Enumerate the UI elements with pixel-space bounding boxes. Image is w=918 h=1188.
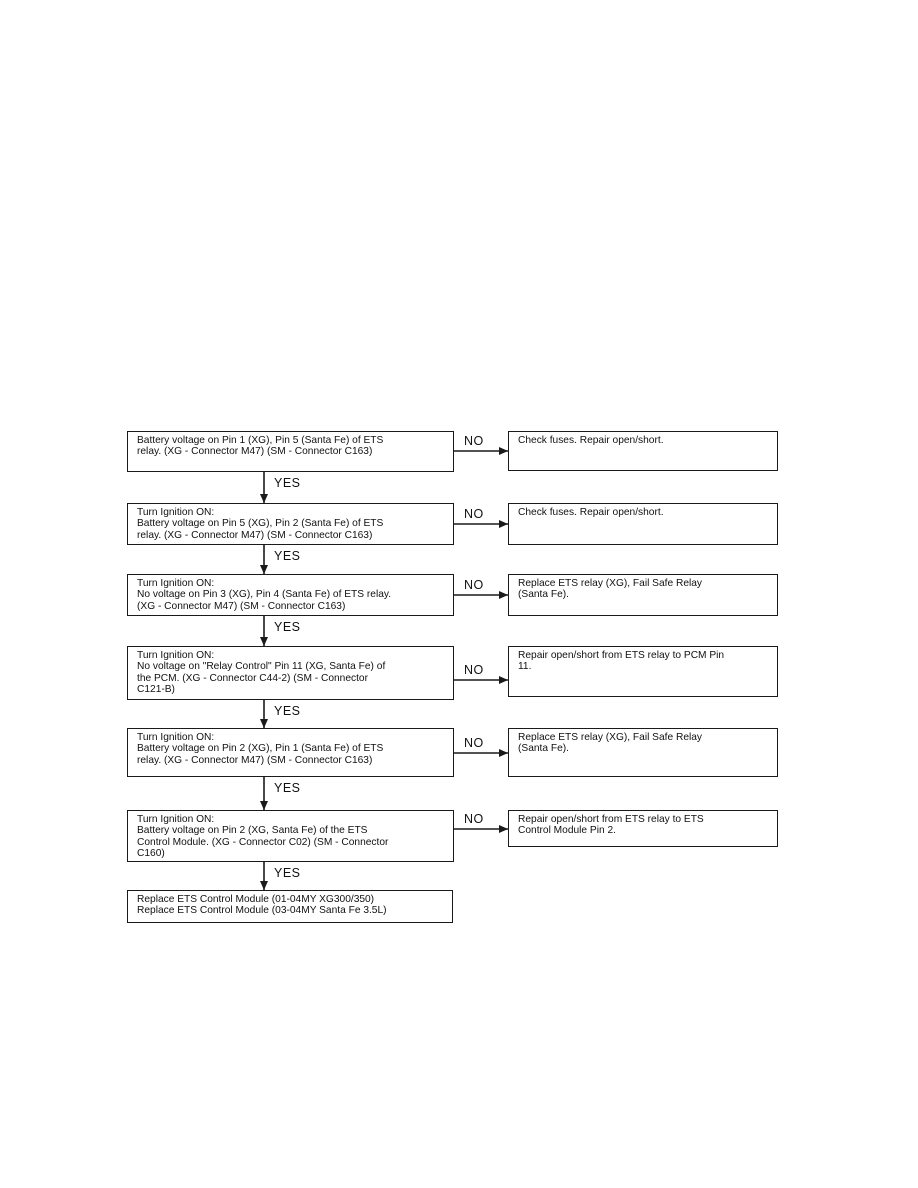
no-action-box-2 [508, 503, 778, 545]
no-action-box-4 [508, 646, 778, 697]
no-action-box-3 [508, 574, 778, 616]
yes-label-6: YES [274, 866, 301, 880]
condition-box-3 [127, 574, 454, 616]
yes-label-1: YES [274, 476, 301, 490]
condition-text-3: Turn Ignition ON: No voltage on Pin 3 (XG), Pin 4 (Santa Fe) of ETS relay. (XG - Connector M47) (SM - Connector C163) [137, 578, 392, 612]
no-action-text-2: Check fuses. Repair open/short. [518, 507, 664, 518]
no-action-text-3: Replace ETS relay (XG), Fail Safe Relay (Santa Fe). [518, 578, 703, 601]
flowchart [122, 418, 790, 928]
no-action-box-1 [508, 431, 778, 471]
no-label-3: NO [464, 578, 484, 592]
no-label-6: NO [464, 812, 484, 826]
no-action-box-6 [508, 810, 778, 847]
condition-text-5: Turn Ignition ON: Battery voltage on Pin 2 (XG), Pin 1 (Santa Fe) of ETS relay. (XG - Connector M47) (SM - Connector C163) [137, 732, 384, 766]
no-action-box-5 [508, 728, 778, 777]
no-action-text-6: Repair open/short from ETS relay to ETS Control Module Pin 2. [518, 814, 704, 837]
yes-label-4: YES [274, 704, 301, 718]
condition-box-6 [127, 810, 454, 862]
final-action-box [127, 890, 453, 923]
no-label-2: NO [464, 507, 484, 521]
no-label-4: NO [464, 663, 484, 677]
condition-text-1: Battery voltage on Pin 1 (XG), Pin 5 (Santa Fe) of ETS relay. (XG - Connector M47) (SM - Connector C163) [137, 435, 384, 458]
condition-box-2 [127, 503, 454, 545]
yes-label-3: YES [274, 620, 301, 634]
condition-text-4: Turn Ignition ON: No voltage on "Relay Control" Pin 11 (XG, Santa Fe) of the PCM. (XG - Connector C44-2) (SM - Connector C121-B) [137, 650, 386, 696]
yes-label-5: YES [274, 781, 301, 795]
no-action-text-4: Repair open/short from ETS relay to PCM Pin 11. [518, 650, 725, 673]
final-action-text: Replace ETS Control Module (01-04MY XG300/350) Replace ETS Control Module (03-04MY Santa Fe 3.5L) [137, 894, 387, 917]
condition-box-4 [127, 646, 454, 700]
yes-label-2: YES [274, 549, 301, 563]
condition-box-5 [127, 728, 454, 777]
no-label-5: NO [464, 736, 484, 750]
no-action-text-1: Check fuses. Repair open/short. [518, 435, 664, 446]
condition-box-1 [127, 431, 454, 472]
no-action-text-5: Replace ETS relay (XG), Fail Safe Relay (Santa Fe). [518, 732, 703, 755]
condition-text-2: Turn Ignition ON: Battery voltage on Pin 5 (XG), Pin 2 (Santa Fe) of ETS relay. (XG - Connector M47) (SM - Connector C163) [137, 507, 384, 541]
condition-text-6: Turn Ignition ON: Battery voltage on Pin 2 (XG, Santa Fe) of the ETS Control Module. (XG - Connector C02) (SM - Connector C160) [137, 814, 389, 860]
no-label-1: NO [464, 434, 484, 448]
